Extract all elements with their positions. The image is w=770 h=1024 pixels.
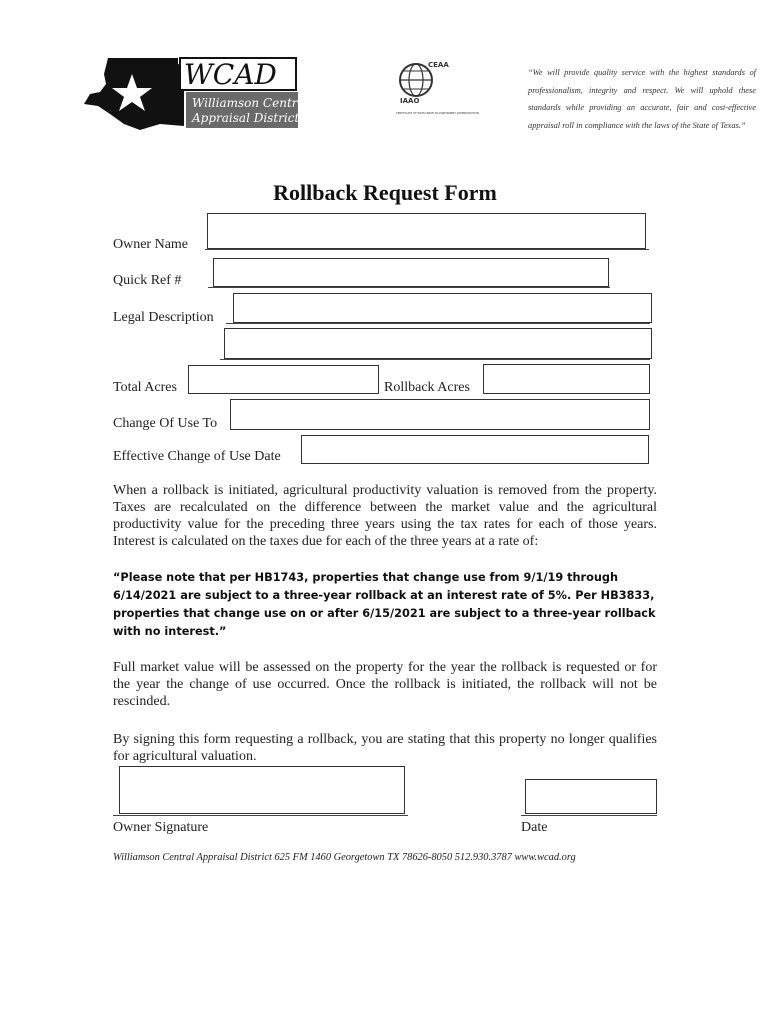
mission-quote: “We will provide quality service with the highest standards of professionalism, integrity and respect. We will uphold these standards while providing an accurate, fair and cost-effective appraisal roll in compliance with the laws of the State of Texas.” bbox=[528, 68, 756, 130]
logo-line-1: Williamson Central bbox=[192, 96, 309, 110]
iaao-text: IAAO bbox=[400, 97, 420, 105]
wcad-logo bbox=[80, 54, 309, 132]
legal-description-label: Legal Description bbox=[113, 310, 214, 325]
rollback-acres-label: Rollback Acres bbox=[384, 380, 470, 395]
legal-description-field-1[interactable] bbox=[233, 293, 652, 323]
logo-line-2: Appraisal District bbox=[192, 111, 300, 125]
quick-ref-field[interactable] bbox=[213, 258, 609, 287]
footer-contact: Williamson Central Appraisal District 625 FM 1460 Georgetown TX 78626-8050 512.930.3787 www.wcad.org bbox=[113, 852, 576, 863]
change-of-use-label: Change Of Use To bbox=[113, 416, 218, 431]
form-title: Rollback Request Form bbox=[273, 180, 497, 205]
signature-underline bbox=[113, 815, 408, 816]
market-value-paragraph: Full market value will be assessed on the property for the year the rollback is requested or for the year the change of use occurred. Once the rollback is initiated, the rollback will not be rescinded. bbox=[113, 660, 657, 709]
total-acres-field[interactable] bbox=[188, 365, 379, 394]
quick-ref-underline bbox=[208, 287, 610, 288]
ceaa-text: CEAA bbox=[428, 61, 449, 69]
owner-signature-label: Owner Signature bbox=[113, 820, 209, 835]
owner-name-field[interactable] bbox=[207, 213, 646, 249]
logo-wordmark: WCAD bbox=[184, 58, 277, 91]
rollback-acres-field[interactable] bbox=[483, 364, 650, 394]
effective-date-label: Effective Change of Use Date bbox=[113, 449, 281, 464]
change-of-use-field[interactable] bbox=[230, 399, 650, 430]
legal-description-underline-2 bbox=[220, 359, 650, 360]
rollback-explanation: When a rollback is initiated, agricultural productivity valuation is removed from the property. Taxes are recalculated on the difference between the market value and the agricultural productivity value for the preceding three years using the tax rates for each of those years. Interest is calculated on the taxes due for each of the three years at a rate of: bbox=[113, 483, 657, 549]
legislation-note: “Please note that per HB1743, properties that change use from 9/1/19 through 6/14/2021 are subject to a three-year rollback at an interest rate of 5%. Per HB3833, properties that change use on or after 6/15/2021 are subject to a three-year rollback with no interest.” bbox=[113, 571, 656, 638]
signing-statement: By signing this form requesting a rollback, you are stating that this property no longer qualifies for agricultural valuation. bbox=[113, 732, 657, 764]
date-label: Date bbox=[521, 820, 548, 835]
total-acres-label: Total Acres bbox=[113, 380, 177, 395]
date-underline bbox=[521, 815, 657, 816]
owner-signature-field[interactable] bbox=[119, 766, 405, 814]
badge-caption: CERTIFICATE OF EXCELLENCE IN ASSESSMENT ADMINISTRATION bbox=[396, 112, 479, 115]
owner-name-underline bbox=[205, 249, 649, 250]
effective-date-field[interactable] bbox=[301, 435, 649, 464]
legal-description-field-2[interactable] bbox=[224, 328, 652, 359]
ceaa-badge bbox=[396, 58, 479, 122]
quick-ref-label: Quick Ref # bbox=[113, 273, 182, 288]
owner-name-label: Owner Name bbox=[113, 237, 189, 252]
date-field[interactable] bbox=[525, 779, 657, 814]
legal-description-underline bbox=[226, 323, 650, 324]
